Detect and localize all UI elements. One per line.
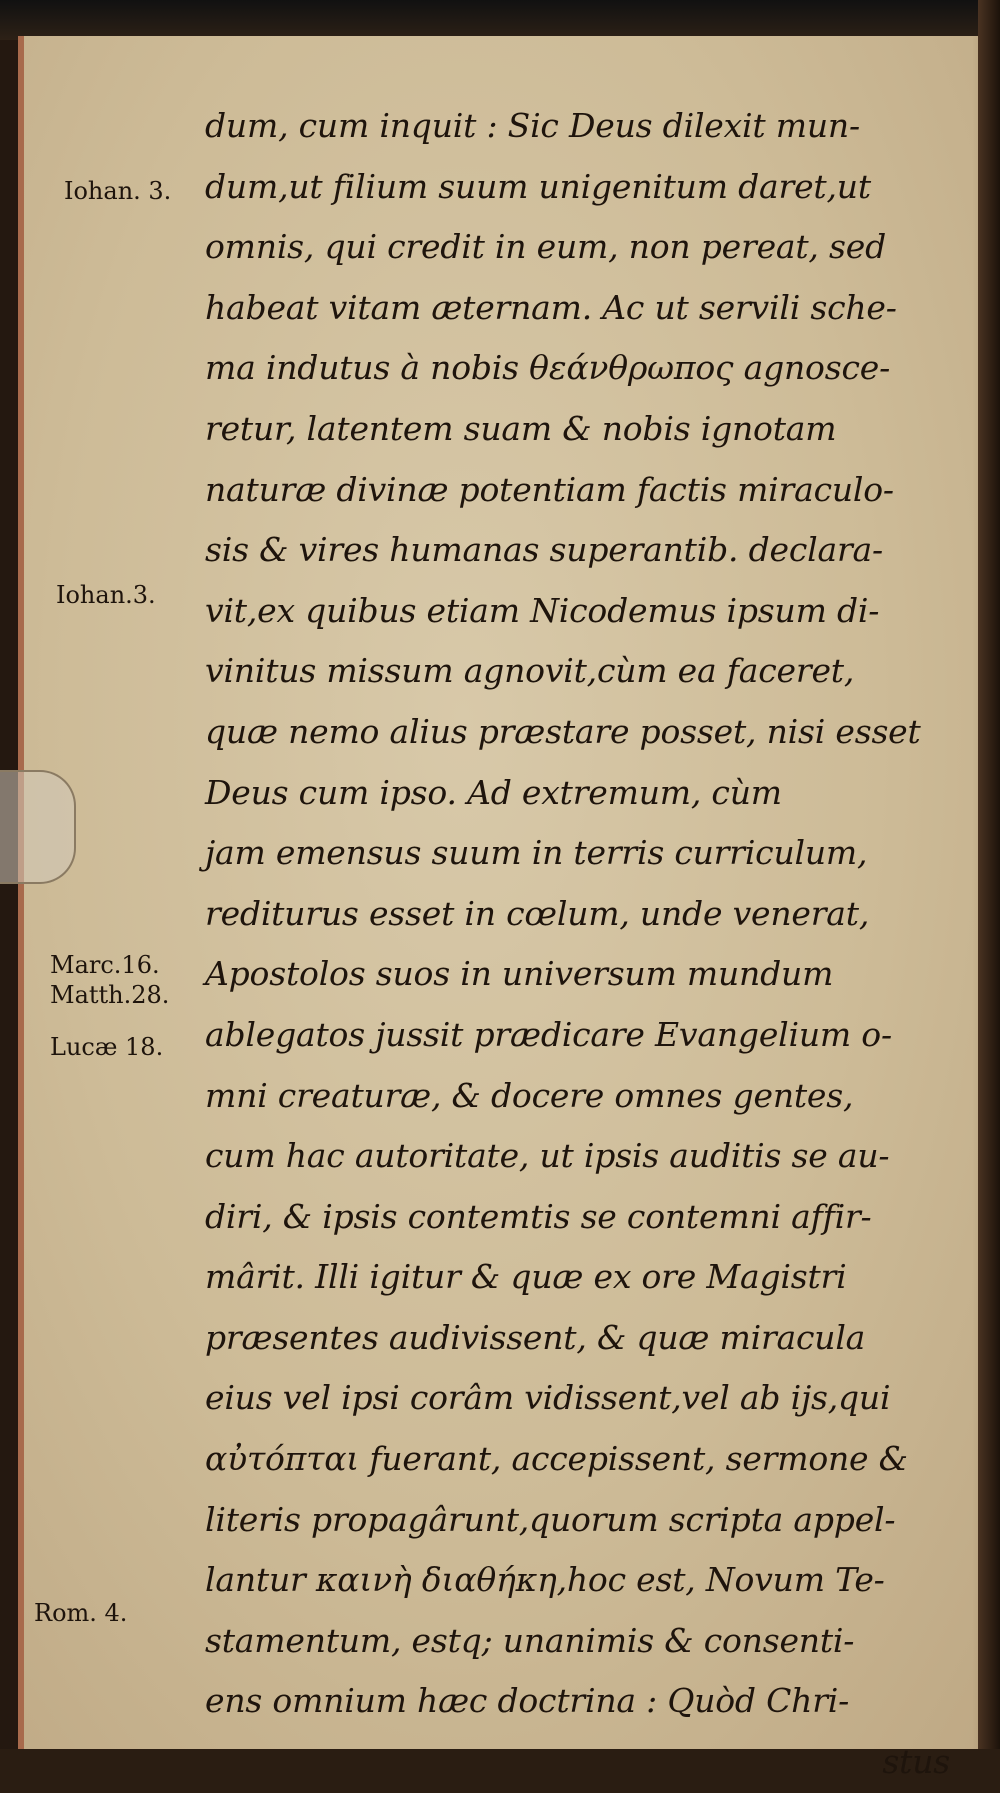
text-line: ablegatos jussit prædicare Evangelium o- [205, 1014, 892, 1054]
text-line: Deus cum ipso. Ad extremum, cùm [205, 772, 782, 812]
margin-notes [0, 0, 200, 1749]
text-line: dum,ut filium suum unigenitum daret,ut [205, 166, 871, 206]
text-line: diri, & ipsis contemtis se contemni affir- [205, 1196, 872, 1236]
text-line: Apostolos suos in universum mundum [205, 954, 834, 994]
text-line: cum hac autoritate, ut ipsis auditis se au- [205, 1136, 890, 1176]
text-line: habeat vitam æternam. Ac ut servili sche- [205, 287, 897, 327]
text-line: dum, cum inquit : Sic Deus dilexit mun- [205, 106, 860, 145]
text-line: vit,ex quibus etiam Nicodemus ipsum di- [205, 590, 880, 630]
text-line: præsentes audivissent, & quæ miracula [205, 1317, 866, 1357]
text-line: rediturus esset in cœlum, unde venerat, [205, 893, 870, 933]
margin-note-romans: Rom. 4. [34, 1599, 128, 1627]
gutter-shadow [978, 0, 1000, 1749]
text-line: mni creaturæ, & docere omnes gentes, [205, 1075, 854, 1115]
text-line: eius vel ipsi corâm vidissent,vel ab ijs,qui [205, 1378, 891, 1418]
margin-note-john: Iohan.3. [56, 581, 156, 609]
text-line: naturæ divinæ potentiam factis miraculo- [205, 469, 894, 509]
margin-note-matthew: Matth.28. [50, 981, 170, 1009]
text-line: jam emensus suum in terris curriculum, [205, 833, 868, 873]
text-line: retur, latentem suam & nobis ignotam [205, 408, 837, 448]
text-line: sis & vires humanas superantib. declara- [205, 530, 883, 570]
text-line: αὐτόπται fuerant, accepissent, sermone & [205, 1439, 908, 1479]
margin-note-mark: Marc.16. [50, 951, 160, 979]
margin-note-john: Iohan. 3. [64, 177, 172, 205]
text-line: lantur καινὴ διαθήκη,hoc est, Novum Te- [205, 1560, 885, 1600]
text-line: ma indutus à nobis θεάνθρωπος agnosce- [205, 348, 891, 388]
text-line: vinitus missum agnovit,cùm ea faceret, [205, 651, 855, 691]
text-line: quæ nemo alius præstare posset, nisi esset [205, 711, 921, 751]
text-line: omnis, qui credit in eum, non pereat, sed [205, 227, 886, 267]
text-line: ens omnium hæc doctrina : Quòd Chri- [205, 1681, 850, 1721]
text-line: literis propagârunt,quorum scripta appel- [205, 1499, 896, 1539]
text-line: stamentum, estq; unanimis & consenti- [205, 1620, 855, 1660]
catchword: stus [882, 1742, 950, 1782]
body-text [205, 96, 965, 1793]
margin-note-luke: Lucæ 18. [50, 1033, 164, 1061]
text-line: mârit. Illi igitur & quæ ex ore Magistri [205, 1257, 847, 1297]
